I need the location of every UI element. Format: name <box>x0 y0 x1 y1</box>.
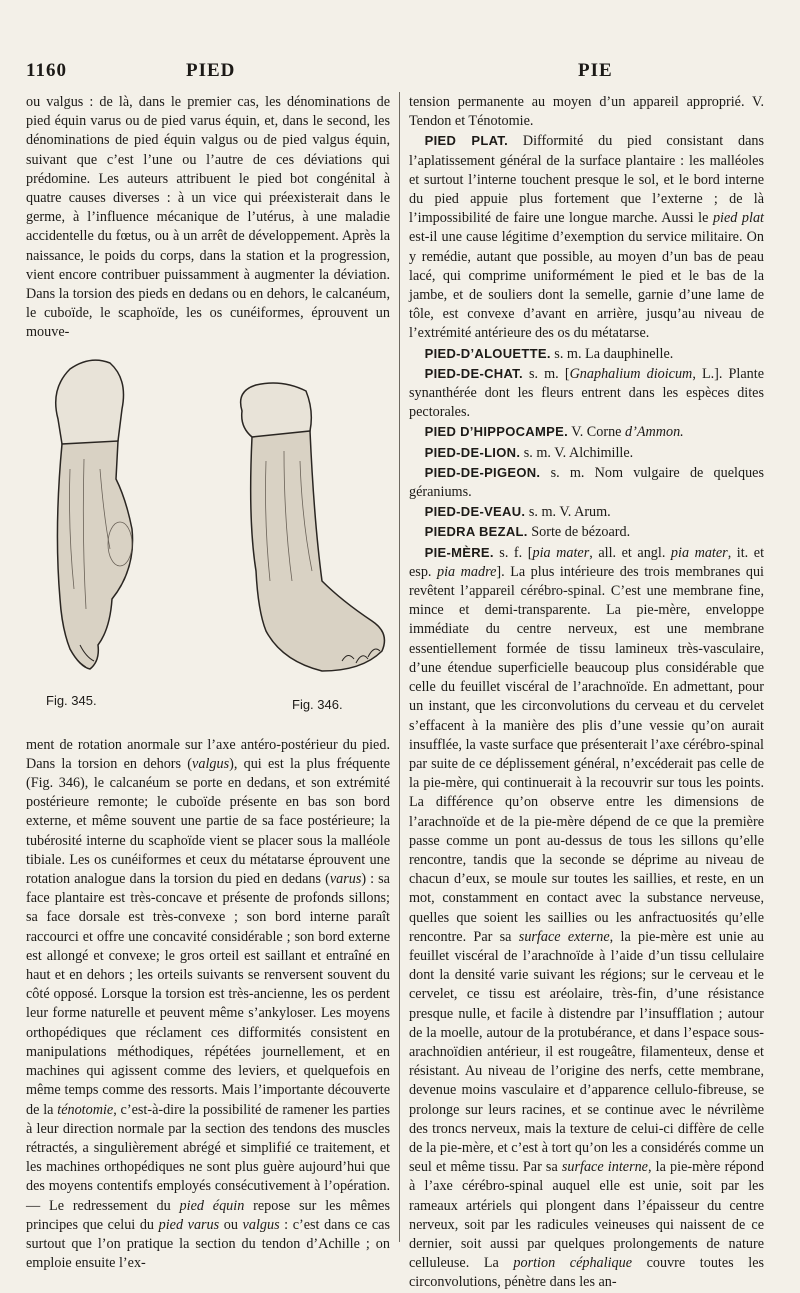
left-running-title: PIED <box>186 60 236 81</box>
entry-pie-mere: PIE-MÈRE. s. f. [pia mater, all. et angl. pia mater, it. et esp. pia madre]. La plus intérieure des trois membranes qui revêtent l’appareil cérébro-spinal. C’est une membrane fine, mince et demi-transparente. La pie-mère, enveloppe immédiate du centre nerveux, est une membrane essentiellement formée de tissu lamineux très-vasculaire, d’une étendue superficielle beaucoup plus considérable que celle du feuillet viscéral de l’arachnoïde. En admettant, pour un instant, que les circonvolutions du cerveau et du cervelet s’effacent à la manière des plis d’une vessie qu’on aurait insufflée, la vaste surface que présenterait l’axe cérébro-spinal par suite de ce déplissement général, n’excéderait pas celle de la pie-mère, qui continuerait à la recouvrir sur tous les points. La différence qu’on observe entre les dimensions de l’arachnoïde et de la pie-mère dépend de ce que la première passe comme un pont au-dessus de tous les sillons qu’elle rencontre, tandis que la seconde se déprime au niveau de chacun d’eux, se moule sur toutes les saillies, et reste, en un mot, constamment en contact avec la substance nerveuse, quelles que soient les saillies ou les anfractuosités qu’elle rencontre. Par sa surface externe, la pie-mère est unie au feuillet viscéral de l’arachnoïde à l’aide d’un tissu cellulaire dont la densité varie suivant les régions; sur le cerveau et le cervelet, ce tissu est aréolaire, très-fin, d’une résistance presque nulle, et facile à distendre par l’insufflation ; autour de la moelle, autour de la protubérance, et dans l’espace sous-arachnoïdien antérieur, il est rougeâtre, filamenteux, dense et résistant. Au niveau de l’origine des nerfs, cette membrane, devenue moins vasculaire et d’apparence cellulo-fibreuse, se prolonge sur leurs racines, et se continue avec le névrilème des troncs nerveux, mais la texture de celui-ci diffère de celle de la pie-mère, et c’est à tort qu’on les a considérés comme un seul et même tissu. Par sa surface interne, la pie-mère répond à l’axe cérébro-spinal auquel elle est unie, soit par les rameaux artériels qui plongent dans l’épaisseur du centre nerveux, soit par les radicules veineuses qui naissent de ce dernier, soit aussi par quelques prolongements de nature celluleuse. La portion céphalique couvre toutes les circonvolutions, pénètre dans les an- <box>409 544 765 1291</box>
running-header <box>0 60 800 88</box>
entry-pied-de-chat: PIED-DE-CHAT. s. m. [Gnaphalium dioicum, L.]. Plante synanthérée dont les fleurs entrent dans les espèces dites pectorales. <box>409 365 764 421</box>
figure-block <box>26 349 390 734</box>
figure-345-caption: Fig. 345. <box>46 692 97 708</box>
entry-pied-d-alouette: PIED-D’ALOUETTE. s. m. La dauphinelle. <box>424 345 674 362</box>
entry-pied-de-veau: PIED-DE-VEAU. s. m. V. Arum. <box>424 504 611 521</box>
entry-piedra-bezal: PIEDRA BEZAL. Sorte de bézoard. <box>424 524 631 541</box>
figure-345-clubfoot-illustration <box>40 349 160 679</box>
left-column <box>26 93 390 1273</box>
paragraph-continuation: tension permanente au moyen d’un appareil approprié. V. Tendon et Ténotomie. <box>409 94 764 130</box>
entry-pied-de-pigeon: PIED-DE-PIGEON. s. m. Nom vulgaire de quelques géraniums. <box>409 464 764 501</box>
entry-pied-d-hippocampe: PIED D’HIPPOCAMPE. V. Corne d’Ammon. <box>424 424 684 441</box>
entry-pied-plat: PIED PLAT. Difformité du pied consistant dans l’aplatissement général de la surface plantaire : les malléoles et surtout l’interne touchent presque le sol, et le bord interne du pied appuie plus fortement que l’externe ; de là l’impossibilité de faire une longue marche. Aussi le pied plat est-il une cause légitime d’exemption du service militaire. On y remédie, autant que possible, au moyen d’un bas de peau lacé, qui comprime uniformément le pied et le bas de la jambe, et de souliers dont la semelle, garnie d’une lame de tôle, est convexe d’avant en arrière, jusqu’au niveau de l’extrémité antérieure des os du métatarse. <box>409 133 764 342</box>
figure-346-caption: Fig. 346. <box>292 696 343 712</box>
entry-pied-de-lion: PIED-DE-LION. s. m. V. Alchimille. <box>424 444 634 461</box>
column-divider <box>399 92 400 1242</box>
right-running-title: PIE <box>578 60 613 81</box>
page-number: 1160 <box>26 60 67 81</box>
paragraph-pied-bot: ou valgus : de là, dans le premier cas, les dénominations de pied équin varus ou de pied varus équin, et, dans le second, les dénominations de pied équin valgus ou de pied valgus équin, suivant que c’est l’une ou l’autre de ces déviations qui prédomine. Les auteurs attribuent le pied bot congénital à quatre causes diverses : à un vice qui préexisterait dans le germe, à l’influence mécanique de l’utérus, à une maladie accidentelle du fœtus, ou à un arrêt de développement. Après la naissance, le poids du corps, dans la station et la progression, vient encore contribuer puissamment à augmenter la déviation. Dans la torsion des pieds en dedans ou en dehors, le calcanéum, le cuboïde, le scaphoïde, les os cunéiformes, éprouvent un mouve- <box>26 94 390 341</box>
figure-346-clubfoot-illustration <box>222 371 392 681</box>
paragraph-torsion: ment de rotation anormale sur l’axe antéro-postérieur du pied. Dans la torsion en dehors (valgus), qui est la plus fréquente (Fig. 346), le calcanéum se porte en dedans, et son extrémité postérieure remonte; le cuboïde présente en bas son bord externe, et même souvent une partie de sa face postérieure; la tubérosité interne du scaphoïde vient se placer sous la malléole tibiale. Les os cunéiformes et ceux du métatarse éprouvent une rotation analogue dans la torsion du pied en dedans (varus) : sa face plantaire est très-concave et présente de profonds sillons; sa face dorsale est très-convexe ; son bord interne paraît raccourci et offre une concavité considérable ; son bord externe est allongé et convexe; le gros orteil est saillant et entraîné en haut et en dehors ; les orteils suivants se renversent souvent du côté opposé. Lorsque la torsion est très-ancienne, les os perdent leur forme naturelle et peuvent même s’ankyloser. Les moyens orthopédiques que réclament ces difformités consistent en manipulations méthodiques, répétées journellement, et en machines qui agissent comme des leviers, et quelquefois en même temps comme des ressorts. Mais l’importante découverte de la ténotomie, c’est-à-dire la possibilité de ramener les parties à leur direction normale par la section des tendons des muscles rétractés, a singulièrement abrégé et simplifié ce traitement, et les machines orthopédiques ne sont plus guère aujourd’hui que des moyens contentifs employés consécutivement à l’opération.— Le redressement du pied équin repose sur les mêmes principes que celui du pied varus ou valgus : c’est dans ce cas surtout que l’on pratique la section du tendon d’Achille ; on emploie ensuite l’ex- <box>26 736 390 1272</box>
right-column <box>409 93 764 1293</box>
